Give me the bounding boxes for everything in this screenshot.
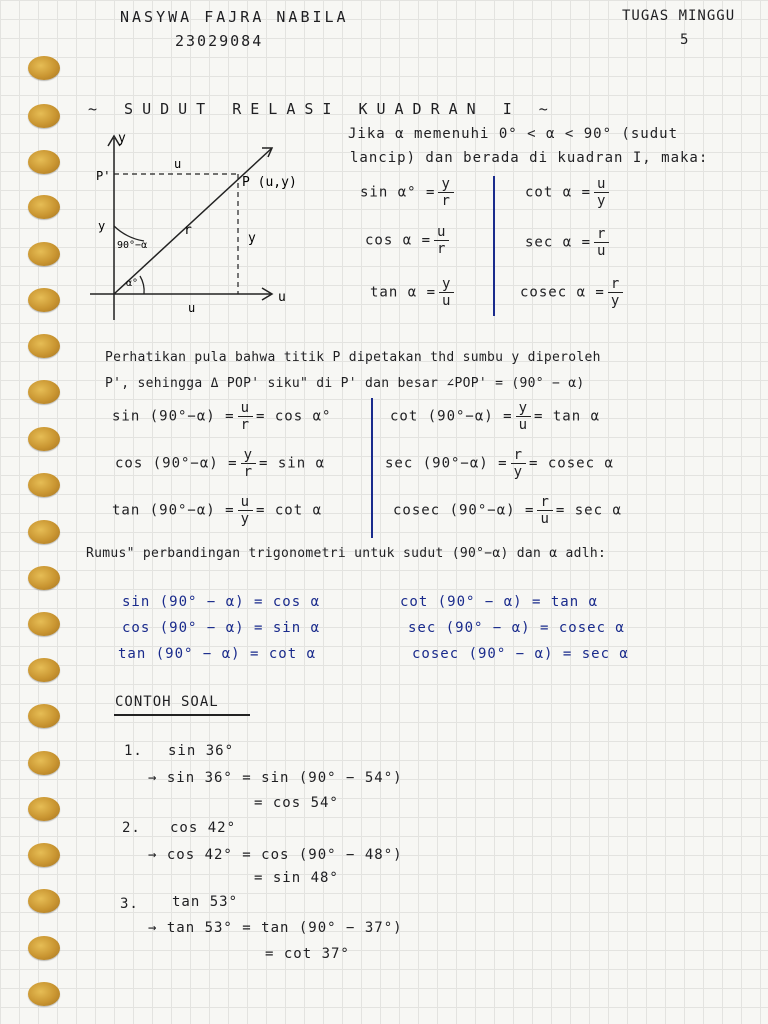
- binder-hole: [28, 889, 60, 913]
- observe-line-1: Perhatikan pula bahwa titik P dipetakan thd sumbu y diperoleh: [105, 350, 601, 365]
- ratio-cot: cot α = $\frac{u}{y}$: [525, 176, 612, 209]
- quadrant-diagram: [86, 128, 326, 328]
- binder-hole: [28, 334, 60, 358]
- angle-top-label: 90°−α: [117, 240, 148, 251]
- binder-hole: [28, 612, 60, 636]
- formula-tan: tan (90° − α) = cot α: [118, 646, 317, 662]
- y-right-label: y: [248, 231, 256, 246]
- formula-cosec: cosec (90° − α) = sec α: [412, 646, 629, 662]
- binder-hole: [28, 566, 60, 590]
- student-id: 23029084: [175, 32, 264, 50]
- angle-bottom-label: α°: [126, 278, 139, 289]
- formula-intro: Rumus" perbandingan trigonometri untuk sudut (90°−α) dan α adlh:: [86, 546, 607, 561]
- binder-hole: [28, 104, 60, 128]
- observe-line-2: P', sehingga Δ POP' siku" di P' dan besar ∠POP' = (90° − α): [105, 376, 585, 391]
- axis-x-label: u: [278, 290, 286, 305]
- binder-hole: [28, 242, 60, 266]
- p-prime-label: P': [96, 169, 111, 183]
- binder-hole: [28, 751, 60, 775]
- u-bottom-label: u: [188, 301, 196, 315]
- binder-hole: [28, 427, 60, 451]
- binder-hole: [28, 982, 60, 1006]
- example-3-step-2: = cot 37°: [265, 946, 350, 962]
- assignment-week: 5: [680, 32, 690, 48]
- formula-cot: cot (90° − α) = tan α: [400, 594, 599, 610]
- binder-hole: [28, 520, 60, 544]
- binder-hole: [28, 150, 60, 174]
- binder-hole: [28, 380, 60, 404]
- angle-arc-bottom: [140, 276, 144, 294]
- binder-hole: [28, 195, 60, 219]
- r-label: r: [184, 223, 192, 238]
- ratio-sin: sin α° = $\frac{y}{r}$: [360, 176, 457, 209]
- example-3-question: tan 53°: [172, 894, 239, 910]
- formula-sec: sec (90° − α) = cosec α: [408, 620, 625, 636]
- example-2-step-2: = sin 48°: [254, 870, 339, 886]
- binder-hole: [28, 473, 60, 497]
- binder-hole: [28, 704, 60, 728]
- derive-sin: sin (90°−α) = $\frac{u}{r}$ = cos α°: [112, 400, 332, 433]
- derive-cos: cos (90°−α) = $\frac{y}{r}$ = sin α: [115, 447, 326, 480]
- derive-cot: cot (90°−α) = $\frac{y}{u}$ = tan α: [390, 400, 601, 433]
- derive-sec: sec (90°−α) = $\frac{r}{y}$ = cosec α: [385, 447, 614, 480]
- derive-tan: tan (90°−α) = $\frac{u}{y}$ = cot α: [112, 494, 323, 527]
- example-1-question: sin 36°: [168, 743, 235, 759]
- formula-cos: cos (90° − α) = sin α: [122, 620, 321, 636]
- examples-heading-underline: [114, 714, 250, 716]
- ratio-sec: sec α = $\frac{r}{u}$: [525, 226, 612, 259]
- radius-line: [114, 148, 272, 294]
- intro-line-1: Jika α memenuhi 0° < α < 90° (sudut: [348, 126, 679, 142]
- binder-hole: [28, 843, 60, 867]
- ratio-tan: tan α = $\frac{y}{u}$: [370, 276, 457, 309]
- y-left-label: y: [98, 219, 106, 233]
- example-2-number: 2.: [122, 820, 141, 836]
- intro-line-2: lancip) dan berada di kuadran I, maka:: [350, 150, 709, 166]
- binder-hole: [28, 658, 60, 682]
- binder-hole: [28, 936, 60, 960]
- angle-arc-top: [114, 226, 144, 241]
- example-1-number: 1.: [124, 743, 143, 759]
- axis-y-label: y: [118, 131, 126, 146]
- derive-divider: [371, 398, 373, 538]
- derive-cosec: cosec (90°−α) = $\frac{r}{u}$ = sec α: [393, 494, 622, 527]
- example-3-step-1: → tan 53° = tan (90° − 37°): [148, 920, 403, 936]
- assignment-label: TUGAS MINGGU: [622, 8, 736, 24]
- ratio-cosec: cosec α = $\frac{r}{y}$: [520, 276, 626, 309]
- ratio-cos: cos α = $\frac{u}{r}$: [365, 224, 452, 257]
- page-title: ~ SUDUT RELASI KUADRAN I ~: [88, 100, 557, 118]
- binder-hole: [28, 797, 60, 821]
- formula-sin: sin (90° − α) = cos α: [122, 594, 321, 610]
- binder-hole: [28, 288, 60, 312]
- examples-heading: CONTOH SOAL: [115, 694, 219, 710]
- point-p-label: P (u,y): [242, 175, 297, 190]
- ratio-divider: [493, 176, 495, 316]
- example-3-number: 3.: [120, 896, 139, 912]
- binder-hole: [28, 56, 60, 80]
- u-top-label: u: [174, 157, 182, 171]
- example-2-question: cos 42°: [170, 820, 237, 836]
- example-2-step-1: → cos 42° = cos (90° − 48°): [148, 847, 403, 863]
- student-name: NASYWA FAJRA NABILA: [120, 8, 349, 26]
- example-1-step-2: = cos 54°: [254, 795, 339, 811]
- example-1-step-1: → sin 36° = sin (90° − 54°): [148, 770, 403, 786]
